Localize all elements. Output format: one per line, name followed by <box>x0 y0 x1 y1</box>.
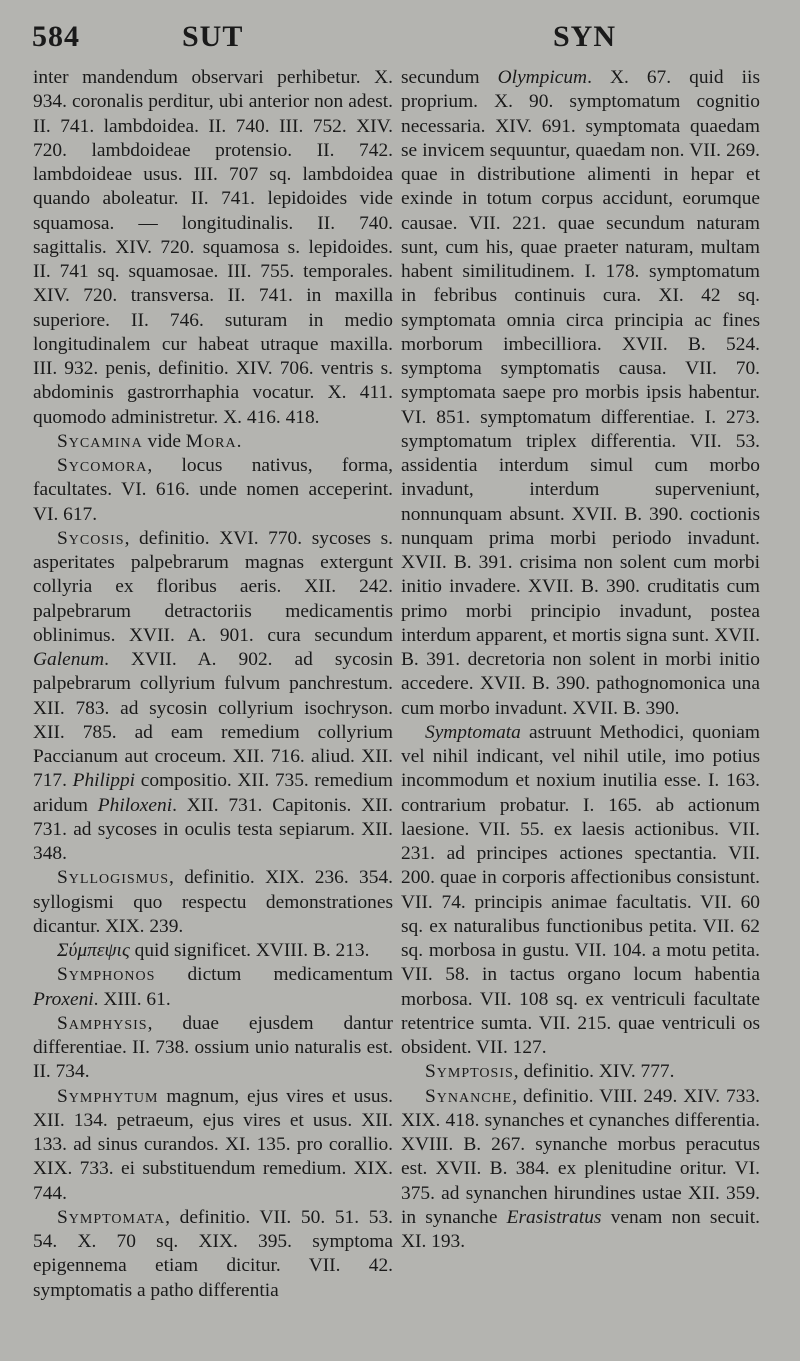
index-entry <box>33 866 393 939</box>
entry-headword: Symphonos <box>57 964 156 986</box>
entry-text: , definitio. XVI. 770. sycoses s. asperitates palpebrarum magnas extergunt collyria ex floribus aeris. XII. 242. palpebrarum detractoriis medicamentis oblinimus. XVII. A. 901. cura secundum <box>33 527 393 646</box>
italic-text: Σύμπεψις <box>57 940 130 961</box>
entry-headword: Symptomata <box>57 1206 166 1228</box>
entry-text: vide <box>142 430 186 452</box>
entry-text: , definitio. XIV. 777. <box>513 1061 675 1083</box>
index-entry <box>33 1012 393 1085</box>
running-header <box>0 14 800 64</box>
index-entry <box>33 1085 393 1206</box>
italic-text: Galenum <box>33 649 105 670</box>
entry-headword: Synanche <box>425 1085 513 1107</box>
entry-text: venam non secuit. XI. 193. <box>401 1206 760 1252</box>
entry-text: quid significet. XVIII. B. 213. <box>129 940 370 961</box>
entry-text: inter mandendum observari perhibetur. X. 934. coronalis perditur, ubi anterior non adest. II. 741. lambdoidea. II. 740. III. 752. XIV. 720. lambdoideae protensio. II. 742. lambdoideae usus. III. 707 sq. lambdoidea quando aboleatur. II. 741. lepidoides vide squamosa. — longitudinalis. II. 740. sagittalis. XIV. 720. squamosa s. lepidoides. II. 741 sq. squamosae. III. 755. temporales. XIV. 720. transversa. II. 741. in maxilla superiore. II. 746. suturam in medio longitudinalem cur habeat utraque maxilla. III. 932. penis, definitio. XIV. 706. ventris s. abdominis gastrorrhaphia vocatur. X. 411. quomodo administretur. X. 416. 418. <box>33 67 393 428</box>
entry-text: , locus nativus, forma, facultates. VI. 616. unde nomen acceperint. VI. 617. <box>33 455 393 525</box>
index-entry <box>401 1085 760 1255</box>
entry-text: . XVII. A. 902. ad sycosin palpebrarum collyrium fulvum panchrestum. XII. 783. ad sycosin collyrium isochryson. XII. 785. ad eam remedium collyrium Paccianum aut croceum. XII. 716. aliud. XII. 717. <box>33 649 393 792</box>
index-entry <box>33 939 393 963</box>
entry-text: compositio. XII. 735. remedium aridum <box>33 770 394 816</box>
entry-text: dictum medicamentum <box>155 964 393 986</box>
left-catchword: SUT <box>182 20 244 53</box>
entry-headword: Symptosis <box>425 1061 514 1083</box>
entry-text: . XIII. 61. <box>93 988 171 1010</box>
entry-headword: Sycomora <box>57 455 148 476</box>
index-entry <box>33 527 393 867</box>
italic-text: Olympicum <box>497 67 588 88</box>
page-number: 584 <box>32 20 80 53</box>
italic-text: Erasistratus <box>506 1206 602 1228</box>
entry-text: , duae ejusdem dantur differentiae. II. 738. ossium unio naturalis est. II. 734. <box>33 1012 393 1083</box>
entry-text: astruunt Methodici, quoniam vel nihil indicant, vel nihil utile, imo potius incommodum et noxium inutilia esse. I. 163. contrarium probatur. I. 165. ab actionum laesione. VII. 55. ex laesis actionibus. VII. 231. ad principes actiones spectantia. VII. 200. quae in corporis affectionibus consistunt. VII. 74. principis animae facultatis. VII. 60 sq. ex naturalibus functionibus petita. VII. 62 sq. morbosa in gustu. VII. 104. a motu petita. VII. 58. in tactus organo locum habentia morbosa. VII. 108 sq. ex ventriculi facultate retentrice sumta. VII. 215. quae ventriculi os obsident. VII. 127. <box>401 721 760 1058</box>
entry-headword: Sycosis <box>57 527 125 549</box>
entry-text: . <box>236 430 242 452</box>
left-column <box>33 66 393 1303</box>
index-entry <box>33 963 393 1012</box>
entry-text: , definitio. VIII. 249. XIV. 733. XIX. 418. synanches et cynanches differentia. XVIII. B. 267. synanche morbus peracutus est. XVII. B. 384. ex plenitudine oritur. VI. 375. ad synanchen hirundines ustae XII. 359. in synanche <box>401 1085 760 1228</box>
entry-text: secundum <box>401 67 498 88</box>
index-entry <box>401 66 760 721</box>
entry-headword: Mora <box>185 430 237 452</box>
italic-text: Philoxeni <box>97 794 173 816</box>
entry-headword: Symphytum <box>57 1085 159 1107</box>
index-entry <box>401 721 760 1061</box>
entry-headword: Sycamina <box>57 430 143 452</box>
entry-text: , definitio. VII. 50. 51. 53. 54. X. 70 sq. XIX. 395. symptoma epigennema etiam dicitur. VII. 42. symptomatis a patho differentia <box>33 1206 393 1301</box>
index-entry <box>401 1060 760 1084</box>
entry-text: , definitio. XIX. 236. 354. syllogismi quo respectu demonstrationes dicantur. XIX. 239. <box>33 867 393 937</box>
entry-headword: Syllogismus <box>57 867 170 889</box>
index-entry <box>33 430 393 454</box>
index-entry <box>33 454 393 527</box>
right-catchword: SYN <box>553 20 617 53</box>
entry-text: . XII. 731. Capitonis. XII. 731. ad sycoses in oculis testa sepiarum. XII. 348. <box>33 794 393 864</box>
right-column <box>401 66 760 1254</box>
entry-headword: Samphysis <box>57 1012 148 1034</box>
entry-text: . X. 67. quid iis proprium. X. 90. symptomatum cognitio necessaria. XIV. 691. symptomata quaedam se invicem sequuntur, quaedam non. VII. 269. quae in distributione alimenti in hepar et exinde in totum corpus accidunt, eorumque causae. VII. 221. quae secundum naturam sunt, cum his, quae praeter naturam, multam habent similitudinem. I. 178. symptomatum in febribus continuis cura. XI. 42 sq. symptomata omnia circa principia ac fines morborum imbecilliora. XVII. B. 524. symptoma symptomatis causa. VII. 70. symptomata saepe pro morbis ipsis habentur. VI. 851. symptomatum differentiae. I. 273. symptomatum triplex differentia. VII. 53. assidentia interdum simul cum morbo invadunt, interdum superveniunt, nonnunquam absunt. XVII. B. 390. coctionis nunquam prima morbi periodo invadunt. XVII. B. 391. crisima non solent cum morbi initio invadere. XVII. B. 390. cruditatis cum primo morbi principio invadunt, postea interdum apparent, et mortis signa sunt. XVII. B. 391. decretoria non solent in morbi initio accedere. XVII. B. 390. pathognomonica una cum morbo invadunt. XVII. B. 390. <box>401 67 760 719</box>
italic-text: Philippi <box>72 770 136 792</box>
index-entry <box>33 1206 393 1303</box>
index-entry <box>33 66 393 430</box>
entry-text: magnum, ejus vires et usus. XII. 134. petraeum, ejus vires et usus. XII. 133. ad sinus curandos. XI. 135. pro corallio. XIX. 733. ei substituendum remedium. XIX. 744. <box>33 1085 393 1204</box>
italic-text: Proxeni <box>33 988 94 1010</box>
italic-text: Symptomata <box>425 721 521 743</box>
